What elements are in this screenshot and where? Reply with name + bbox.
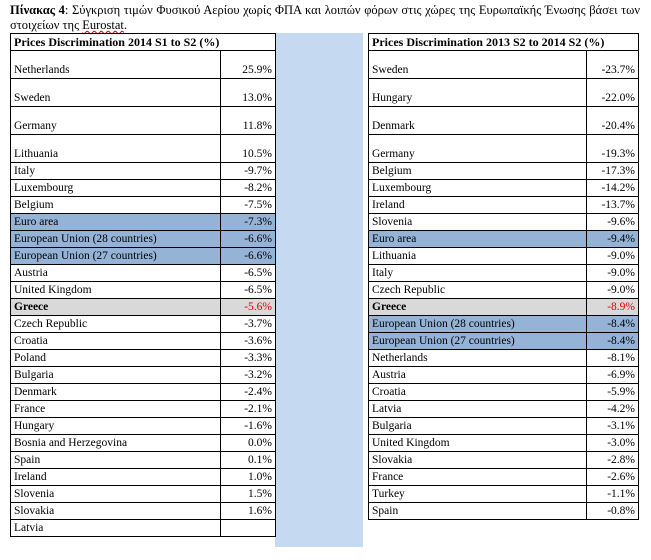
price-change-cell: -1.1% <box>587 486 639 503</box>
country-name-cell: Italy <box>11 163 221 180</box>
country-name-cell: European Union (27 countries) <box>369 333 587 350</box>
country-name-cell: Bulgaria <box>369 418 587 435</box>
table-row <box>11 418 276 435</box>
table-row <box>11 333 276 350</box>
country-name-cell: Czech Republic <box>369 282 587 299</box>
country-name-cell: Hungary <box>369 79 587 107</box>
table-row <box>11 469 276 486</box>
table-row <box>369 180 639 197</box>
table-row <box>369 418 639 435</box>
country-name-cell: Denmark <box>369 107 587 135</box>
country-name-cell: Netherlands <box>11 51 221 79</box>
table-row <box>11 180 276 197</box>
country-name-cell: Ireland <box>369 197 587 214</box>
country-name-cell: Austria <box>369 367 587 384</box>
country-name-cell: Spain <box>369 503 587 520</box>
table-row <box>11 367 276 384</box>
table-row <box>369 401 639 418</box>
table-row <box>11 107 276 135</box>
table-row <box>369 316 639 333</box>
table-row <box>369 503 639 520</box>
table-row <box>369 299 639 316</box>
country-name-cell: Turkey <box>369 486 587 503</box>
country-name-cell: Lithuania <box>11 135 221 163</box>
table-row <box>11 486 276 503</box>
country-name-cell: European Union (28 countries) <box>11 231 221 248</box>
country-name-cell: European Union (27 countries) <box>11 248 221 265</box>
country-name-cell: Netherlands <box>369 350 587 367</box>
price-change-cell: -3.0% <box>587 435 639 452</box>
price-change-cell: -4.2% <box>587 401 639 418</box>
price-change-cell: -6.6% <box>221 231 276 248</box>
price-change-cell: -6.6% <box>221 248 276 265</box>
price-change-cell: 1.6% <box>221 503 276 520</box>
country-name-cell: United Kingdom <box>369 435 587 452</box>
price-change-cell <box>221 520 276 537</box>
country-name-cell: France <box>11 401 221 418</box>
country-name-cell: Poland <box>11 350 221 367</box>
price-change-cell: -9.0% <box>587 248 639 265</box>
table-row <box>369 214 639 231</box>
left-prices-table <box>10 33 276 537</box>
caption-source: Eurostat <box>82 18 124 32</box>
table-row <box>369 435 639 452</box>
country-name-cell: Latvia <box>369 401 587 418</box>
country-name-cell: United Kingdom <box>11 282 221 299</box>
country-name-cell: Germany <box>369 135 587 163</box>
price-change-cell: -17.3% <box>587 163 639 180</box>
country-name-cell: Bulgaria <box>11 367 221 384</box>
table-row <box>369 282 639 299</box>
price-change-cell: -20.4% <box>587 107 639 135</box>
price-change-cell: -9.6% <box>587 214 639 231</box>
country-name-cell: France <box>369 469 587 486</box>
country-name-cell: Austria <box>11 265 221 282</box>
price-change-cell: -3.6% <box>221 333 276 350</box>
country-name-cell: Latvia <box>11 520 221 537</box>
price-change-cell: 25.9% <box>221 51 276 79</box>
price-change-cell: 11.8% <box>221 107 276 135</box>
price-change-cell: 1.0% <box>221 469 276 486</box>
price-change-cell: -22.0% <box>587 79 639 107</box>
table-row <box>11 163 276 180</box>
table-row <box>369 486 639 503</box>
price-change-cell: -2.8% <box>587 452 639 469</box>
table-row <box>369 333 639 350</box>
price-change-cell: -9.0% <box>587 282 639 299</box>
table-row <box>11 350 276 367</box>
price-change-cell: -8.4% <box>587 333 639 350</box>
country-name-cell: Ireland <box>11 469 221 486</box>
price-change-cell: 0.0% <box>221 435 276 452</box>
price-change-cell: -2.1% <box>221 401 276 418</box>
price-change-cell: 1.5% <box>221 486 276 503</box>
table-row <box>11 214 276 231</box>
price-change-cell: -1.6% <box>221 418 276 435</box>
left-table-header: Prices Discrimination 2014 S1 to S2 (%) <box>11 34 276 51</box>
table-row <box>369 135 639 163</box>
country-name-cell: Germany <box>11 107 221 135</box>
table-row <box>11 79 276 107</box>
price-change-cell: -14.2% <box>587 180 639 197</box>
country-name-cell: Euro area <box>11 214 221 231</box>
country-name-cell: Spain <box>11 452 221 469</box>
table-row <box>11 282 276 299</box>
price-change-cell: -3.2% <box>221 367 276 384</box>
table-row <box>11 435 276 452</box>
country-name-cell: Denmark <box>11 384 221 401</box>
price-change-cell: -9.7% <box>221 163 276 180</box>
table-row <box>369 265 639 282</box>
country-name-cell: Bosnia and Herzegovina <box>11 435 221 452</box>
table-row <box>11 384 276 401</box>
price-change-cell: -13.7% <box>587 197 639 214</box>
table-caption <box>10 3 640 33</box>
price-change-cell: -7.3% <box>221 214 276 231</box>
table-row <box>369 51 639 79</box>
country-name-cell: Slovenia <box>369 214 587 231</box>
table-row <box>11 520 276 537</box>
price-change-cell: 13.0% <box>221 79 276 107</box>
price-change-cell: 10.5% <box>221 135 276 163</box>
price-change-cell: -6.5% <box>221 282 276 299</box>
country-name-cell: Czech Republic <box>11 316 221 333</box>
table-row <box>11 316 276 333</box>
table-row <box>11 231 276 248</box>
price-change-cell: 0.1% <box>221 452 276 469</box>
price-change-cell: -23.7% <box>587 51 639 79</box>
price-change-cell: -5.6% <box>221 299 276 316</box>
table-row <box>369 248 639 265</box>
price-change-cell: -9.4% <box>587 231 639 248</box>
table-row <box>11 197 276 214</box>
table-row <box>369 197 639 214</box>
price-change-cell: -2.6% <box>587 469 639 486</box>
center-divider-band <box>275 33 363 547</box>
country-name-cell: Belgium <box>11 197 221 214</box>
country-name-cell: Croatia <box>11 333 221 350</box>
country-name-cell: Croatia <box>369 384 587 401</box>
price-change-cell: -7.5% <box>221 197 276 214</box>
price-change-cell: -0.8% <box>587 503 639 520</box>
country-name-cell: Greece <box>11 299 221 316</box>
country-name-cell: Slovakia <box>11 503 221 520</box>
country-name-cell: Luxembourg <box>11 180 221 197</box>
table-row <box>369 384 639 401</box>
right-table-header: Prices Discrimination 2013 S2 to 2014 S2 (%) <box>369 34 639 51</box>
price-change-cell: -3.1% <box>587 418 639 435</box>
table-row <box>369 79 639 107</box>
table-row <box>369 107 639 135</box>
caption-end: . <box>123 18 127 32</box>
table-row <box>11 452 276 469</box>
country-name-cell: Hungary <box>11 418 221 435</box>
caption-text: : Σύγκριση τιμών Φυσικού Αερίου χωρίς ΦΠΑ και λοιπών φόρων στις χώρες της Ευρωπαϊκής Ένωσης βάσει των στοιχείων της <box>10 3 640 32</box>
price-change-cell: -3.7% <box>221 316 276 333</box>
table-row <box>11 401 276 418</box>
price-change-cell: -6.5% <box>221 265 276 282</box>
price-change-cell: -5.9% <box>587 384 639 401</box>
country-name-cell: Sweden <box>11 79 221 107</box>
price-change-cell: -9.0% <box>587 265 639 282</box>
table-row <box>369 350 639 367</box>
table-row <box>369 469 639 486</box>
price-change-cell: -8.2% <box>221 180 276 197</box>
price-change-cell: -8.9% <box>587 299 639 316</box>
country-name-cell: Euro area <box>369 231 587 248</box>
country-name-cell: Slovakia <box>369 452 587 469</box>
country-name-cell: Italy <box>369 265 587 282</box>
price-change-cell: -6.9% <box>587 367 639 384</box>
right-prices-table <box>368 33 639 520</box>
price-change-cell: -3.3% <box>221 350 276 367</box>
table-row <box>11 51 276 79</box>
country-name-cell: Belgium <box>369 163 587 180</box>
table-row <box>11 248 276 265</box>
country-name-cell: Slovenia <box>11 486 221 503</box>
country-name-cell: Sweden <box>369 51 587 79</box>
table-row <box>11 265 276 282</box>
price-change-cell: -8.1% <box>587 350 639 367</box>
table-row <box>11 299 276 316</box>
table-row <box>369 452 639 469</box>
country-name-cell: Lithuania <box>369 248 587 265</box>
price-change-cell: -19.3% <box>587 135 639 163</box>
price-change-cell: -2.4% <box>221 384 276 401</box>
table-row <box>369 367 639 384</box>
price-change-cell: -8.4% <box>587 316 639 333</box>
country-name-cell: Greece <box>369 299 587 316</box>
table-row <box>369 163 639 180</box>
table-row <box>369 231 639 248</box>
country-name-cell: European Union (28 countries) <box>369 316 587 333</box>
table-row <box>11 135 276 163</box>
caption-label: Πίνακας 4 <box>10 3 65 17</box>
country-name-cell: Luxembourg <box>369 180 587 197</box>
table-row <box>11 503 276 520</box>
